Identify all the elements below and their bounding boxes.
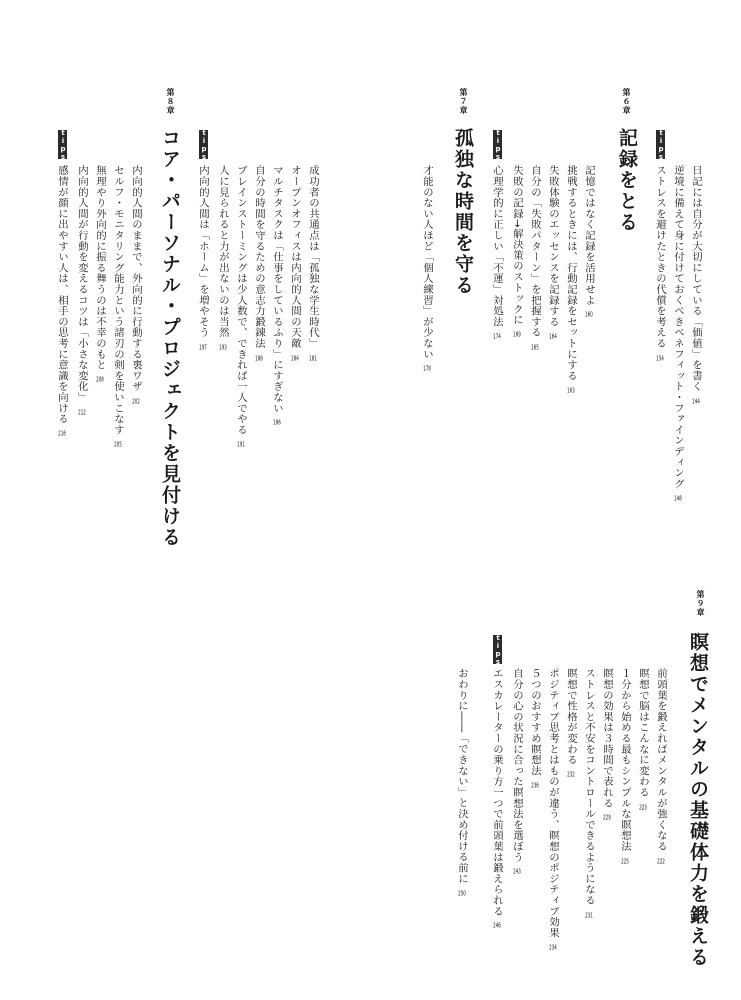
toc-page-number: 188 bbox=[255, 354, 263, 362]
toc-entry-text: 感情が顔に出やすい人は、相手の思考に意識を向ける bbox=[56, 165, 68, 425]
toc-entry[interactable] bbox=[75, 165, 88, 416]
toc-entry-text: 内向的人間は「ホーム」を増やそう bbox=[197, 165, 209, 338]
toc-page-number: 208 bbox=[96, 376, 104, 384]
toc-entry[interactable] bbox=[111, 165, 124, 448]
toc-entry-text: 内向的人間が行動を変えるコツは「小さな変化」 bbox=[76, 165, 88, 403]
toc-entry[interactable] bbox=[510, 165, 523, 338]
chapter-8-tips-badge: tips bbox=[59, 128, 67, 161]
toc-page-number: 163 bbox=[567, 387, 575, 394]
toc-page-number: 165 bbox=[531, 343, 539, 351]
toc-entry[interactable] bbox=[546, 668, 559, 951]
toc-entry[interactable] bbox=[582, 668, 595, 919]
toc-entry[interactable] bbox=[528, 668, 541, 789]
toc-entry[interactable] bbox=[196, 165, 209, 351]
toc-entry-text: セルフ・モニタリング能力という諸刃の剣を使いこなす bbox=[112, 165, 124, 435]
toc-closing[interactable] bbox=[455, 668, 468, 897]
chapter-7-title: 孤独な時間を守る bbox=[452, 128, 474, 296]
toc-entry-text: 才能のない人ほど「個人練習」が少ない bbox=[421, 165, 433, 360]
toc-entry[interactable] bbox=[689, 165, 702, 405]
toc-entry-text: おわりに――「できない」と決め付ける前に bbox=[456, 668, 468, 884]
toc-entry-text: 挑戦するときには、行動記録をセットにする bbox=[565, 165, 577, 381]
toc-entry[interactable] bbox=[270, 165, 283, 426]
toc-page-number: 148 bbox=[674, 495, 682, 502]
chapter-9-label: 第９章 bbox=[696, 590, 705, 617]
toc-entry-text: オープンオフィスは内向的人間の天敵 bbox=[289, 165, 301, 349]
chapter-8-tips-badge: tips bbox=[200, 128, 208, 161]
toc-page-number: 174 bbox=[493, 333, 501, 340]
toc-page-number: 222 bbox=[657, 857, 665, 865]
toc-entry[interactable] bbox=[234, 165, 247, 448]
toc-page-number: 243 bbox=[513, 868, 521, 876]
toc-entry[interactable] bbox=[93, 165, 106, 383]
chapter-6-title: 記録をとる bbox=[616, 128, 638, 233]
toc-entry-text: １分から始める最もシンプルな瞑想法 bbox=[619, 668, 631, 852]
toc-page-number: 223 bbox=[639, 803, 647, 811]
toc-page-number: 205 bbox=[114, 441, 122, 448]
toc-entry-text: 日記には自分が大切にしている「価値」を書く bbox=[690, 165, 702, 392]
toc-page-number: 225 bbox=[621, 857, 629, 865]
toc-entry[interactable] bbox=[636, 668, 649, 811]
toc-page-number: 181 bbox=[309, 354, 317, 362]
toc-entry-text: 失敗体験のエッセンスを記録する bbox=[547, 165, 559, 327]
toc-entry[interactable] bbox=[216, 165, 229, 351]
toc-entry-text: ストレスと不安をコントロールできるようになる bbox=[583, 668, 595, 906]
toc-page-number: 193 bbox=[219, 343, 227, 351]
toc-entry[interactable] bbox=[420, 165, 433, 372]
chapter-9-title: 瞑想でメンタルの基礎体力を鍛える bbox=[687, 632, 709, 968]
toc-entry[interactable] bbox=[582, 165, 595, 318]
toc-page-number: 160 bbox=[585, 311, 593, 319]
toc-entry-text: 無理やり外向的に振る舞うのは不幸のもと bbox=[94, 165, 106, 371]
toc-page-number: 178 bbox=[423, 365, 431, 373]
chapter-9-tips-badge: tips bbox=[494, 633, 502, 666]
chapter-6-label: 第６章 bbox=[622, 88, 631, 115]
toc-entry[interactable] bbox=[55, 165, 68, 437]
toc-entry[interactable] bbox=[510, 668, 523, 875]
toc-entry-text: ５つのおすすめ瞑想法 bbox=[529, 668, 541, 776]
toc-page-number: 229 bbox=[603, 814, 611, 822]
toc-entry-text: マルチタスクは「仕事をしているふり」にすぎない bbox=[271, 165, 283, 414]
toc-page-number: 191 bbox=[237, 441, 245, 448]
toc-entry-text: 瞑想で性格が変わる bbox=[565, 668, 577, 766]
toc-page-number: 246 bbox=[493, 922, 501, 930]
toc-page-number: 197 bbox=[199, 343, 207, 351]
toc-entry-text: 自分の心の状況に合った瞑想法を選ぼう bbox=[511, 668, 523, 863]
chapter-8-title: コア・パーソナル・プロジェクトを見付ける bbox=[159, 128, 181, 548]
toc-page-number: 164 bbox=[549, 333, 557, 340]
chapter-7-label: 第７章 bbox=[459, 88, 468, 115]
toc-entry-text: 瞑想で脳はこんなに変わる bbox=[637, 668, 649, 798]
toc-entry[interactable] bbox=[564, 668, 577, 778]
toc-entry-text: 前頭葉を鍛えればメンタルが強くなる bbox=[655, 668, 667, 852]
toc-entry-text: ポジティブ思考とはものが違う、瞑想のポジティブ効果 bbox=[547, 668, 559, 938]
toc-entry-text: 成功者の共通点は「孤独な学生時代」 bbox=[307, 165, 319, 349]
toc-entry[interactable] bbox=[600, 668, 613, 821]
toc-entry-text: 内向的人間のままで、外向的に行動する裏ワザ bbox=[130, 165, 142, 392]
toc-entry[interactable] bbox=[490, 668, 503, 929]
toc-page-number: 144 bbox=[692, 397, 700, 405]
toc-entry[interactable] bbox=[546, 165, 559, 340]
toc-entry-text: 自分の時間を守るための意志力鍛錬法 bbox=[253, 165, 265, 349]
toc-entry-text: 逆境に備えて身に付けておくべきベネフィット・ファインディング bbox=[672, 165, 684, 489]
toc-entry-text: ブレインストーミングは少人数で、できれば一人でやる bbox=[235, 165, 247, 435]
toc-page-number: 169 bbox=[513, 331, 521, 339]
toc-page-number: 250 bbox=[458, 889, 466, 897]
toc-entry-text: 瞑想の効果は３時間で表れる bbox=[601, 668, 613, 809]
toc-entry-text: ストレスを避けたときの代償を考える bbox=[654, 165, 666, 349]
chapter-6-tips-badge: tips bbox=[494, 128, 502, 161]
toc-page-number: 186 bbox=[273, 419, 281, 427]
toc-page-number: 154 bbox=[656, 354, 664, 362]
toc-entry[interactable] bbox=[288, 165, 301, 362]
toc-entry-text: 心理学的に正しい「不運」対処法 bbox=[491, 165, 503, 327]
toc-page-number: 232 bbox=[567, 771, 575, 779]
toc-entry[interactable] bbox=[306, 165, 319, 362]
toc-page-number: 236 bbox=[531, 782, 539, 789]
toc-entry[interactable] bbox=[671, 165, 684, 502]
toc-entry[interactable] bbox=[618, 668, 631, 865]
toc-entry[interactable] bbox=[528, 165, 541, 351]
chapter-8-label: 第８章 bbox=[166, 88, 175, 115]
toc-entry-text: 失敗の記録→解決策のストックに bbox=[511, 165, 523, 326]
toc-page-number: 184 bbox=[291, 354, 299, 362]
toc-entry[interactable] bbox=[490, 165, 503, 340]
toc-page-number: 234 bbox=[549, 944, 557, 951]
toc-page-number: 216 bbox=[58, 430, 66, 438]
toc-entry[interactable] bbox=[129, 165, 142, 405]
toc-page-number: 212 bbox=[78, 408, 86, 416]
toc-page-number: 231 bbox=[585, 911, 593, 919]
toc-entry[interactable] bbox=[653, 165, 666, 362]
toc-entry[interactable] bbox=[654, 668, 667, 865]
chapter-6-tips-badge: tips bbox=[657, 128, 665, 161]
toc-entry[interactable] bbox=[252, 165, 265, 362]
toc-entry[interactable] bbox=[564, 165, 577, 394]
toc-page-number: 202 bbox=[132, 397, 140, 405]
toc-entry-text: 記憶ではなく記録を活用せよ bbox=[583, 165, 595, 306]
toc-entry-text: 人に見られると力が出ないのは当然 bbox=[217, 165, 229, 338]
toc-entry-text: エスカレーターの乗り方一つで前頭葉は鍛えられる bbox=[491, 668, 503, 917]
toc-entry-text: 自分の「失敗パターン」を把握する bbox=[529, 165, 541, 338]
